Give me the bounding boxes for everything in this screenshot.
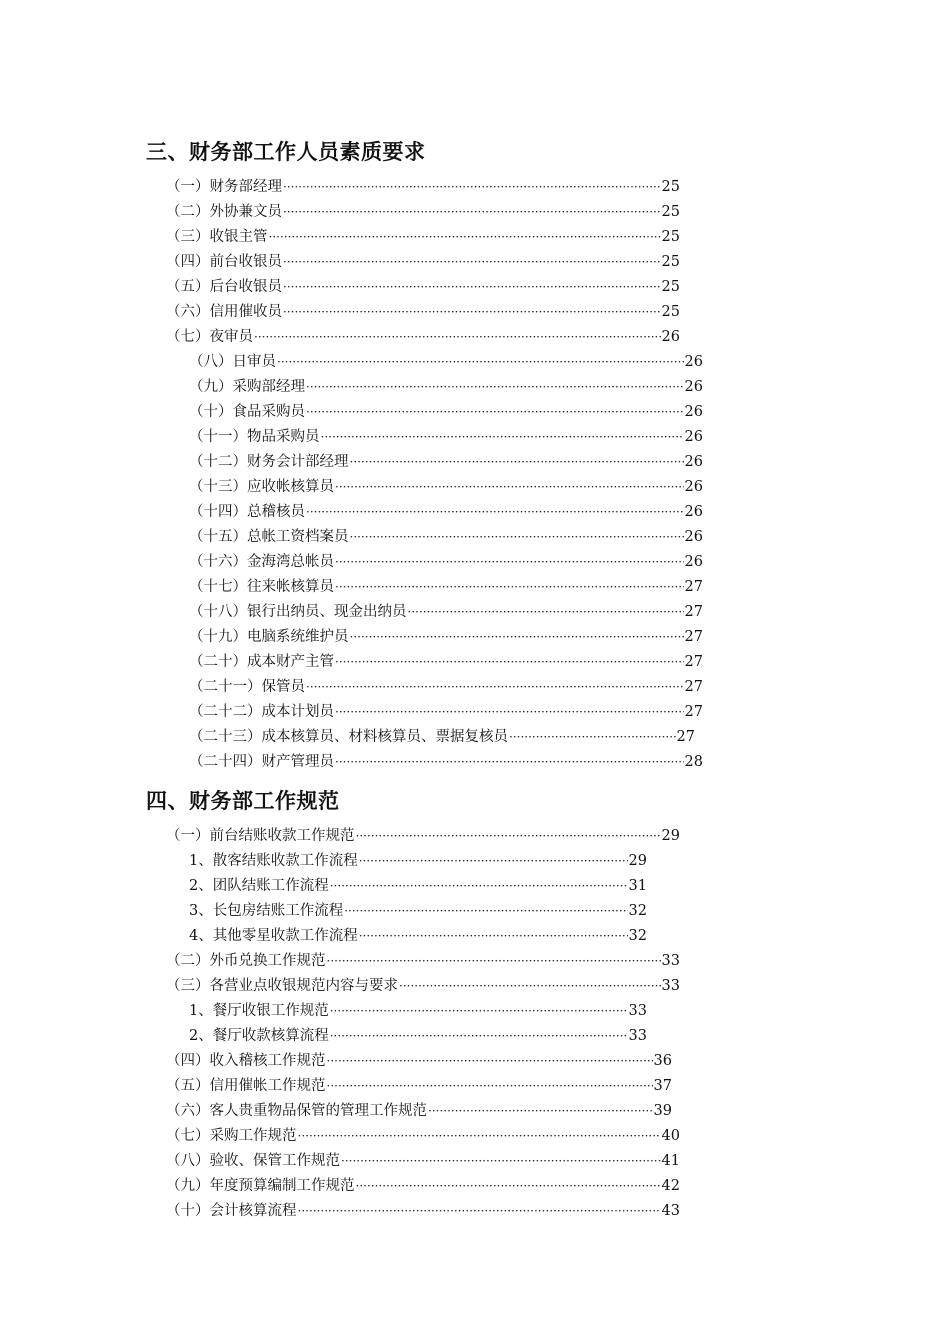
toc-entry[interactable]: （二）外协兼文员 ····· 25 bbox=[166, 202, 680, 222]
toc-entry[interactable]: 4、其他零星收款工作流程 ····· 32 bbox=[189, 926, 647, 946]
toc-entry[interactable]: （五）后台收银员 ····· 25 bbox=[166, 277, 680, 297]
dot-leader bbox=[356, 1176, 661, 1196]
toc-entry[interactable]: （二十四）财产管理员 ····· 28 bbox=[189, 752, 703, 772]
toc-entry[interactable]: （六）信用催收员 ····· 25 bbox=[166, 302, 680, 322]
dot-leader bbox=[298, 1126, 661, 1146]
dot-leader bbox=[359, 851, 628, 871]
toc-entry[interactable]: （十八）银行出纳员、现金出纳员 ····· 27 bbox=[189, 602, 703, 622]
dot-leader bbox=[341, 1151, 661, 1171]
toc-entry[interactable]: （十）会计核算流程 ····· 43 bbox=[166, 1201, 680, 1221]
dot-leader bbox=[350, 527, 684, 547]
dot-leader bbox=[335, 552, 684, 572]
dot-leader bbox=[306, 502, 684, 522]
dot-leader bbox=[306, 402, 684, 422]
dot-leader bbox=[335, 702, 684, 722]
toc-entry[interactable]: （二十）成本财产主管 ····· 27 bbox=[189, 652, 703, 672]
toc-entry[interactable]: （二十三）成本核算员、材料核算员、票据复核员 ····· 27 bbox=[189, 727, 695, 747]
toc-entry[interactable]: （十二）财务会计部经理 ····· 26 bbox=[189, 452, 703, 472]
dot-leader bbox=[408, 602, 684, 622]
dot-leader bbox=[335, 577, 684, 597]
dot-leader bbox=[399, 976, 661, 996]
toc-entry[interactable]: 1、餐厅收银工作规范 ····· 33 bbox=[189, 1001, 647, 1021]
toc-entry[interactable]: （十）食品采购员 ····· 26 bbox=[189, 402, 703, 422]
dot-leader bbox=[277, 352, 684, 372]
dot-leader bbox=[306, 377, 684, 397]
toc-entry[interactable]: （七）采购工作规范 ····· 40 bbox=[166, 1126, 680, 1146]
dot-leader bbox=[298, 1201, 661, 1221]
toc-entry[interactable]: 3、长包房结账工作流程 ····· 32 bbox=[189, 901, 647, 921]
dot-leader bbox=[327, 951, 661, 971]
toc-entry[interactable]: （七）夜审员 ····· 26 bbox=[166, 327, 680, 347]
dot-leader bbox=[321, 427, 684, 447]
dot-leader bbox=[283, 277, 661, 297]
toc-entry[interactable]: （八）日审员 ····· 26 bbox=[189, 352, 703, 372]
dot-leader bbox=[330, 876, 628, 896]
dot-leader bbox=[344, 901, 627, 921]
toc-entry[interactable]: （二）外币兑换工作规范 ····· 33 bbox=[166, 951, 680, 971]
toc-entry[interactable]: （四）前台收银员 ····· 25 bbox=[166, 252, 680, 272]
toc-entry[interactable]: （十三）应收帐核算员 ····· 26 bbox=[189, 477, 703, 497]
dot-leader bbox=[283, 177, 661, 197]
section-heading-4: 四、财务部工作规范 bbox=[146, 789, 340, 813]
section-heading-3: 三、财务部工作人员素质要求 bbox=[146, 140, 426, 164]
dot-leader bbox=[283, 202, 661, 222]
dot-leader bbox=[335, 652, 684, 672]
toc-entry[interactable]: 1、散客结账收款工作流程 ····· 29 bbox=[189, 851, 647, 871]
toc-entry[interactable]: （九）年度预算编制工作规范 ····· 42 bbox=[166, 1176, 680, 1196]
toc-entry[interactable]: （五）信用催帐工作规范 ····· 37 bbox=[166, 1076, 672, 1096]
toc-entry[interactable]: （六）客人贵重物品保管的管理工作规范 ····· 39 bbox=[166, 1101, 672, 1121]
dot-leader bbox=[269, 227, 661, 247]
toc-entry[interactable]: （十九）电脑系统维护员 ····· 27 bbox=[189, 627, 703, 647]
toc-entry[interactable]: （十六）金海湾总帐员 ····· 26 bbox=[189, 552, 703, 572]
dot-leader bbox=[350, 452, 684, 472]
dot-leader bbox=[359, 926, 628, 946]
toc-entry[interactable]: 2、餐厅收款核算流程 ····· 33 bbox=[189, 1026, 647, 1046]
dot-leader bbox=[254, 327, 661, 347]
dot-leader bbox=[335, 752, 684, 772]
toc-entry[interactable]: （十一）物品采购员 ····· 26 bbox=[189, 427, 703, 447]
toc-entry[interactable]: （二十一）保管员 ····· 27 bbox=[189, 677, 703, 697]
toc-entry[interactable]: （一）前台结账收款工作规范 ····· 29 bbox=[166, 826, 680, 846]
dot-leader bbox=[330, 1001, 628, 1021]
dot-leader bbox=[283, 252, 661, 272]
dot-leader bbox=[509, 727, 676, 747]
toc-entry[interactable]: （十七）往来帐核算员 ····· 27 bbox=[189, 577, 703, 597]
dot-leader bbox=[283, 302, 661, 322]
dot-leader bbox=[327, 1051, 653, 1071]
toc-entry[interactable]: 2、团队结账工作流程 ····· 31 bbox=[189, 876, 647, 896]
dot-leader bbox=[335, 477, 684, 497]
dot-leader bbox=[356, 826, 661, 846]
dot-leader bbox=[327, 1076, 653, 1096]
toc-entry[interactable]: （一）财务部经理 ····· 25 bbox=[166, 177, 680, 197]
toc-entry[interactable]: （三）收银主管 ····· 25 bbox=[166, 227, 680, 247]
dot-leader bbox=[350, 627, 684, 647]
toc-entry[interactable]: （九）采购部经理 ····· 26 bbox=[189, 377, 703, 397]
toc-entry[interactable]: （十五）总帐工资档案员 ····· 26 bbox=[189, 527, 703, 547]
toc-entry[interactable]: （三）各营业点收银规范内容与要求 ····· 33 bbox=[166, 976, 680, 996]
toc-entry[interactable]: （二十二）成本计划员 ····· 27 bbox=[189, 702, 703, 722]
dot-leader bbox=[330, 1026, 628, 1046]
toc-entry[interactable]: （八）验收、保管工作规范 ····· 41 bbox=[166, 1151, 680, 1171]
toc-entry[interactable]: （四）收入稽核工作规范 ····· 36 bbox=[166, 1051, 672, 1071]
dot-leader bbox=[306, 677, 684, 697]
dot-leader bbox=[428, 1101, 653, 1121]
toc-entry[interactable]: （十四）总稽核员 ····· 26 bbox=[189, 502, 703, 522]
